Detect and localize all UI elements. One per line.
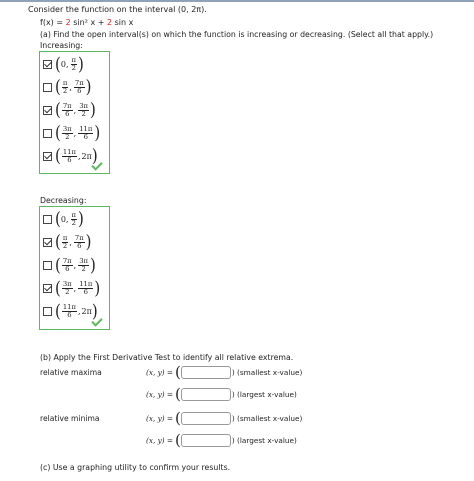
open-paren: ( [55, 300, 61, 322]
xy-label: (x, y) = [145, 413, 173, 423]
fraction-denominator: 6 [77, 86, 82, 95]
function-mid: sin² x + [70, 18, 107, 27]
close-paren: ) [90, 99, 96, 121]
fraction-numerator: π [71, 210, 76, 219]
max-largest-input[interactable] [181, 388, 231, 401]
checkbox[interactable] [43, 307, 52, 316]
fraction-numerator: 7π [74, 78, 84, 87]
comma: , [73, 260, 77, 270]
interval-left-fraction [62, 281, 73, 296]
interval-left-value: 0 [60, 214, 66, 224]
interval [55, 76, 92, 98]
problem-intro: Consider the function on the interval (0, 2π). [28, 5, 207, 14]
open-paren: ( [55, 254, 61, 276]
interval [55, 122, 101, 144]
fraction-numerator: 11π [79, 124, 93, 133]
increasing-option-3[interactable] [43, 99, 96, 121]
fraction-numerator: π [62, 78, 68, 87]
fraction-denominator: 2 [81, 264, 86, 273]
interval-right-fraction [78, 281, 93, 296]
function-definition [40, 18, 133, 27]
comma: , [77, 151, 81, 161]
smallest-note: ) (smallest x-value) [231, 367, 303, 377]
fraction-denominator: 6 [67, 310, 72, 319]
function-lhs: f(x) = [40, 18, 66, 27]
interval-left-fraction [62, 103, 73, 118]
max-row-1: relative maxima (x, y) = ( ) (smallest x-value) [40, 363, 303, 381]
interval [55, 99, 96, 121]
min-row-1: relative minima (x, y) = ( ) (smallest x-value) [40, 409, 303, 427]
xy-label: (x, y) = [145, 435, 173, 445]
open-paren: ( [55, 76, 61, 98]
checkbox[interactable] [43, 284, 52, 293]
fraction-denominator: 6 [83, 287, 88, 296]
fraction-numerator: 7π [74, 233, 84, 242]
interval-right-value: 2π [81, 306, 92, 316]
fraction-denominator: 2 [71, 63, 76, 72]
checkbox[interactable] [43, 261, 52, 270]
increasing-answer-box [39, 51, 110, 174]
decreasing-option-3[interactable] [43, 254, 96, 276]
open-paren: ( [55, 145, 61, 167]
open-paren: ( [55, 277, 61, 299]
interval-right-fraction [71, 212, 77, 227]
fraction-numerator: π [62, 233, 68, 242]
min-row-2: (x, y) = ( ) (largest x-value) [40, 432, 297, 448]
interval [55, 300, 98, 322]
decreasing-option-1[interactable] [43, 208, 84, 230]
checkbox[interactable] [43, 215, 52, 224]
fraction-denominator: 2 [65, 287, 70, 296]
checkbox[interactable] [43, 60, 52, 69]
interval [55, 53, 84, 75]
comma: , [65, 214, 69, 224]
increasing-option-1[interactable] [43, 53, 84, 75]
interval-left-fraction [62, 304, 77, 319]
fraction-denominator: 6 [77, 241, 82, 250]
interval-left-value: 0 [60, 59, 66, 69]
comma: , [69, 82, 72, 92]
comma: , [65, 59, 69, 69]
checkbox[interactable] [43, 106, 52, 115]
fraction-denominator: 6 [83, 132, 88, 141]
close-paren: ) [94, 122, 101, 144]
relative-minima-label: relative minima [40, 413, 100, 423]
max-row-2: (x, y) = ( ) (largest x-value) [40, 386, 297, 402]
increasing-option-2[interactable] [43, 76, 92, 98]
open-paren: ( [55, 231, 61, 253]
relative-maxima-label: relative maxima [40, 367, 102, 377]
fraction-denominator: 6 [67, 155, 72, 164]
decreasing-label: Decreasing: [40, 196, 87, 205]
smallest-note: ) (smallest x-value) [231, 413, 303, 423]
checkbox[interactable] [43, 238, 52, 247]
min-largest-input[interactable] [181, 434, 231, 447]
open-paren: ( [55, 122, 61, 144]
fraction-numerator: 3π [62, 279, 72, 288]
close-paren: ) [94, 277, 101, 299]
checkbox[interactable] [43, 83, 52, 92]
max-smallest-input[interactable] [181, 366, 231, 379]
fraction-numerator: 11π [79, 279, 93, 288]
interval [55, 145, 98, 167]
coefficient-2: 2 [106, 18, 113, 27]
interval-left-fraction [62, 80, 68, 95]
close-paren: ) [85, 231, 92, 253]
interval [55, 277, 101, 299]
function-rhs: sin x [112, 18, 134, 27]
interval-right-fraction [71, 57, 77, 72]
interval [55, 254, 96, 276]
fraction-numerator: π [71, 55, 76, 64]
comma: , [69, 237, 72, 247]
close-paren: ) [77, 53, 84, 75]
interval-right-fraction [74, 235, 85, 250]
fraction-numerator: 11π [62, 147, 76, 156]
open-paren: ( [55, 99, 61, 121]
increasing-option-5[interactable] [43, 145, 98, 167]
top-divider [0, 0, 474, 2]
increasing-option-4[interactable] [43, 122, 101, 144]
checkbox[interactable] [43, 152, 52, 161]
xy-label: (x, y) = [145, 367, 173, 377]
close-paren: ) [91, 300, 98, 322]
largest-note: ) (largest x-value) [231, 435, 297, 445]
decreasing-option-5[interactable] [43, 300, 98, 322]
min-smallest-input[interactable] [181, 412, 231, 425]
interval [55, 208, 84, 230]
comma: , [77, 306, 81, 316]
fraction-numerator: 3π [62, 124, 72, 133]
interval-left-fraction [62, 149, 77, 164]
fraction-denominator: 2 [62, 241, 68, 250]
interval-left-fraction [62, 235, 68, 250]
interval-right-fraction [78, 126, 93, 141]
close-paren: ) [90, 254, 96, 276]
interval-right-value: 2π [81, 151, 92, 161]
fraction-denominator: 2 [65, 132, 70, 141]
comma: , [73, 128, 77, 138]
interval-right-fraction [74, 80, 85, 95]
fraction-denominator: 2 [71, 218, 76, 227]
fraction-numerator: 7π [62, 101, 72, 110]
fraction-numerator: 11π [62, 302, 76, 311]
fraction-denominator: 6 [65, 109, 70, 118]
decreasing-option-4[interactable] [43, 277, 101, 299]
comma: , [73, 105, 77, 115]
close-paren: ) [77, 208, 84, 230]
xy-label: (x, y) = [145, 389, 173, 399]
interval [55, 231, 92, 253]
part-c-prompt: (c) Use a graphing utility to confirm your results. [40, 463, 231, 472]
fraction-numerator: 3π [79, 256, 88, 265]
open-paren: ( [55, 53, 61, 75]
part-b-prompt: (b) Apply the First Derivative Test to identify all relative extrema. [40, 353, 294, 362]
decreasing-option-2[interactable] [43, 231, 92, 253]
coefficient-1: 2 [65, 18, 71, 27]
increasing-label: Increasing: [40, 41, 83, 50]
fraction-denominator: 2 [81, 109, 86, 118]
largest-note: ) (largest x-value) [231, 389, 297, 399]
close-paren: ) [85, 76, 92, 98]
fraction-numerator: 3π [79, 101, 88, 110]
fraction-numerator: 7π [62, 256, 72, 265]
interval-right-fraction [78, 103, 89, 118]
fraction-denominator: 6 [65, 264, 70, 273]
interval-right-fraction [78, 258, 89, 273]
checkbox[interactable] [43, 129, 52, 138]
decreasing-answer-box [39, 206, 110, 330]
open-paren: ( [55, 208, 61, 230]
close-paren: ) [91, 145, 98, 167]
fraction-denominator: 2 [62, 86, 68, 95]
comma: , [73, 283, 77, 293]
interval-left-fraction [62, 126, 73, 141]
part-a-prompt: (a) Find the open interval(s) on which the function is increasing or decreasing. (Select all that apply.) [40, 30, 434, 39]
interval-left-fraction [62, 258, 73, 273]
